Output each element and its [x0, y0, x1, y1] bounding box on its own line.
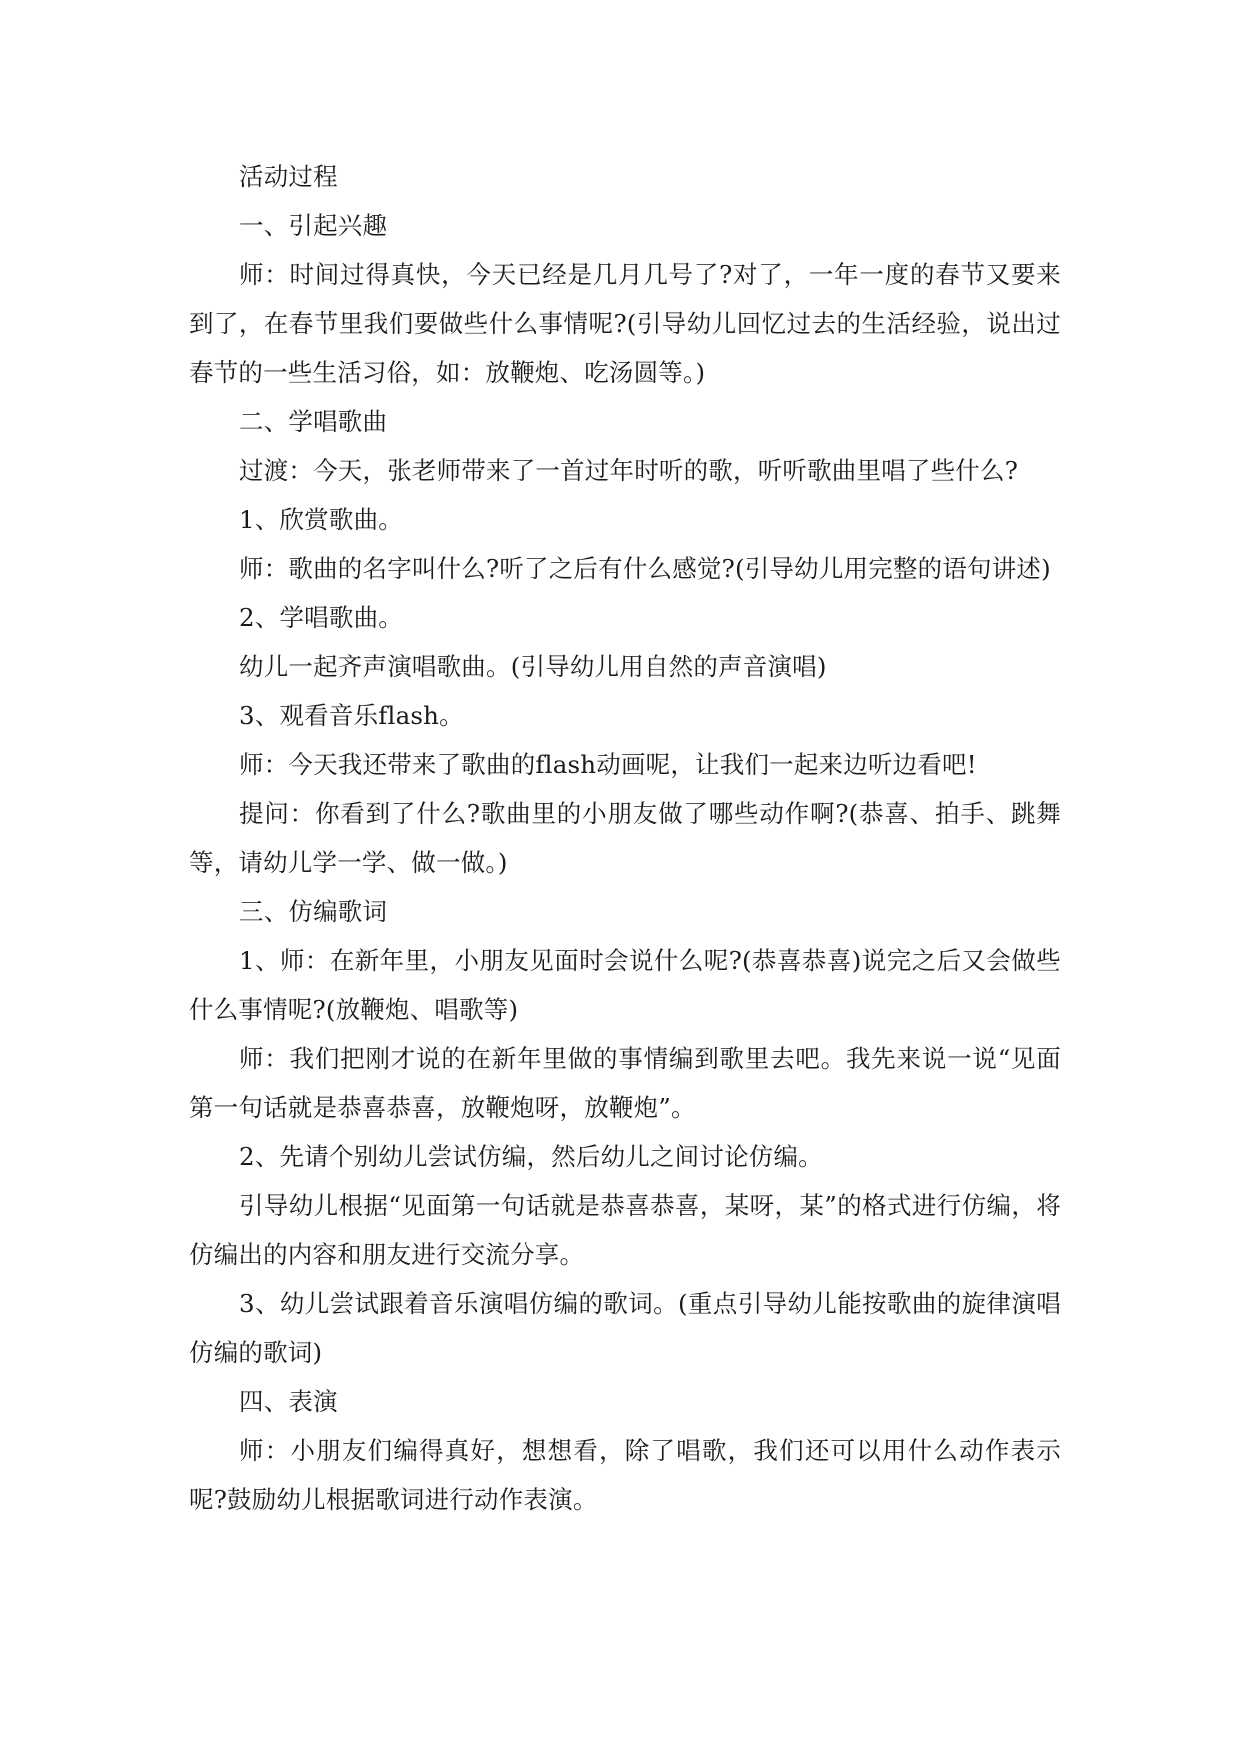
section-heading-4: 四、表演 [239, 1387, 338, 1416]
paragraph: 师：时间过得真快，今天已经是几月几号了?对了，一年一度的春节又要来到了，在春节里我们要做些什么事情呢?(引导幼儿回忆过去的生活经验，说出过春节的一些生活习俗，如：放鞭炮、吃汤圆等。) [189, 260, 1061, 387]
section-heading-1: 一、引起兴趣 [239, 211, 388, 240]
paragraph: 幼儿一起齐声演唱歌曲。(引导幼儿用自然的声音演唱) [239, 652, 827, 681]
paragraph: 过渡：今天，张老师带来了一首过年时听的歌，听听歌曲里唱了些什么? [239, 456, 1019, 485]
section-heading-2: 二、学唱歌曲 [239, 407, 388, 436]
paragraph: 提问：你看到了什么?歌曲里的小朋友做了哪些动作啊?(恭喜、拍手、跳舞等，请幼儿学一学、做一做。) [189, 799, 1061, 877]
paragraph: 师：今天我还带来了歌曲的flash动画呢，让我们一起来边听边看吧! [239, 750, 977, 779]
paragraph: 2、先请个别幼儿尝试仿编，然后幼儿之间讨论仿编。 [239, 1142, 823, 1171]
step-heading: 2、学唱歌曲。 [239, 603, 403, 632]
paragraph: 3、幼儿尝试跟着音乐演唱仿编的歌词。(重点引导幼儿能按歌曲的旋律演唱仿编的歌词) [189, 1289, 1061, 1367]
paragraph: 师：我们把刚才说的在新年里做的事情编到歌里去吧。我先来说一说“见面第一句话就是恭喜恭喜，放鞭炮呀，放鞭炮”。 [189, 1044, 1061, 1122]
paragraph: 1、师：在新年里，小朋友见面时会说什么呢?(恭喜恭喜)说完之后又会做些什么事情呢?(放鞭炮、唱歌等) [189, 946, 1061, 1024]
section-heading-activity-process: 活动过程 [239, 162, 338, 191]
step-heading: 3、观看音乐flash。 [239, 701, 464, 730]
document-body [189, 152, 1061, 1524]
paragraph: 师：小朋友们编得真好，想想看，除了唱歌，我们还可以用什么动作表示呢?鼓励幼儿根据歌词进行动作表演。 [189, 1436, 1061, 1514]
section-heading-3: 三、仿编歌词 [239, 897, 388, 926]
step-heading: 1、欣赏歌曲。 [239, 505, 403, 534]
paragraph: 引导幼儿根据“见面第一句话就是恭喜恭喜，某呀，某”的格式进行仿编，将仿编出的内容和朋友进行交流分享。 [189, 1191, 1061, 1269]
paragraph: 师：歌曲的名字叫什么?听了之后有什么感觉?(引导幼儿用完整的语句讲述) [239, 554, 1051, 583]
